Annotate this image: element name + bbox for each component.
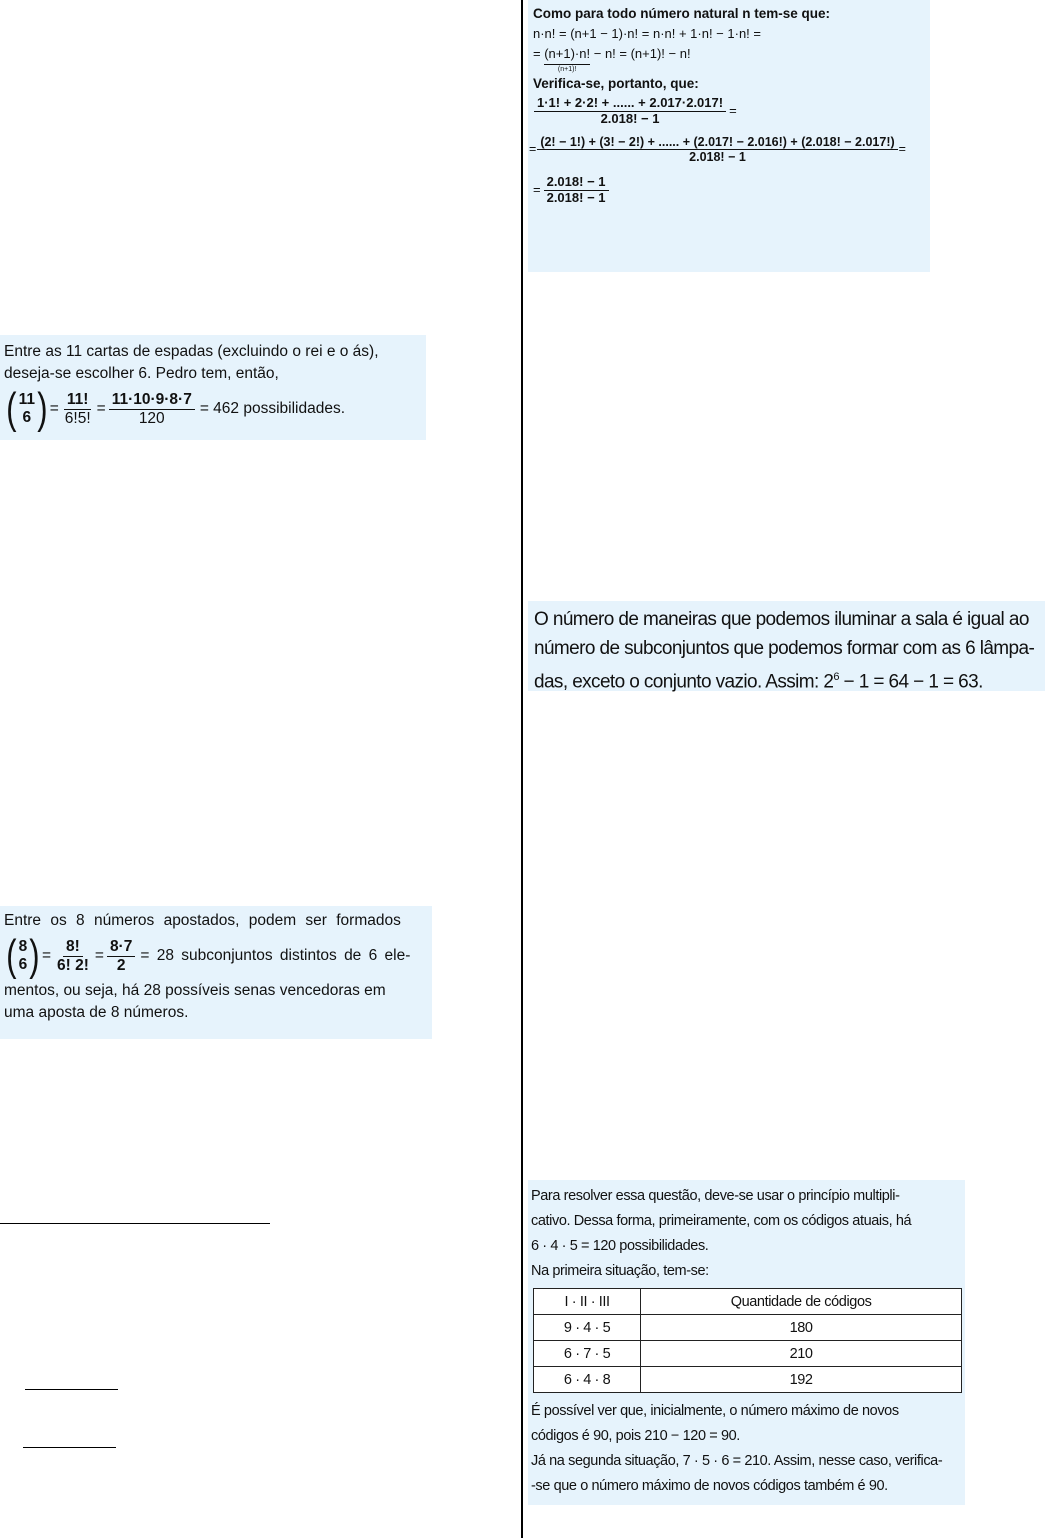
numbers-solution-box: [0, 906, 432, 1039]
binomial: ( 8 6 ): [6, 931, 40, 980]
cards-solution-box: [0, 335, 426, 440]
underbrace-label: (n+1)!: [557, 66, 577, 73]
codes-line-1: Para resolver essa questão, deve-se usar o princípio multipli-: [531, 1188, 900, 1204]
fraction-numerator: 11!: [64, 391, 92, 410]
lamps-solution-box: [528, 601, 1045, 691]
fraction-numerator: 1·1! + 2·2! + ...... + 2.017·2.017!: [534, 96, 726, 112]
codes-line-5: É possível ver que, inicialmente, o número máximo de novos: [531, 1403, 899, 1419]
fraction: [107, 938, 135, 975]
table-row: [534, 1315, 962, 1341]
equals-sign: =: [729, 102, 737, 118]
fraction: [544, 175, 609, 206]
binomial-bottom: 6: [18, 956, 28, 973]
binomial: ( 11 6 ): [6, 384, 48, 433]
binomial-top: 11: [18, 391, 36, 409]
table-header: I · II · III: [534, 1289, 641, 1315]
equals-sign: =: [533, 181, 541, 197]
fraction-numerator: 2.018! − 1: [544, 175, 609, 191]
eq2-prefix: =: [533, 46, 541, 61]
fraction: [534, 96, 726, 127]
binomial-top: 8: [18, 938, 28, 956]
table-header: Quantidade de códigos: [641, 1289, 962, 1315]
fraction-denominator: 2.018! − 1: [546, 189, 606, 205]
lamps-line-2: número de subconjuntos que podemos formar com as 6 lâmpa-: [534, 638, 1035, 659]
fraction: [54, 938, 92, 975]
lamps-line-3-text: das, exceto o conjunto vazio. Assim: 2: [534, 671, 834, 693]
cards-formula: [4, 384, 422, 433]
factorial-eq2: [533, 44, 925, 73]
factorial-solution-box: [528, 0, 930, 272]
codes-solution-box: [528, 1180, 965, 1505]
factorial-fraction-3: [533, 175, 925, 206]
lamps-line-1: O número de maneiras que podemos iluminar a sala é igual ao: [534, 609, 1029, 630]
equals-sign: =: [898, 142, 906, 157]
table-row: [534, 1367, 962, 1393]
underbrace-expression: (n+1)·n!: [544, 44, 590, 65]
factorial-intro: Como para todo número natural n tem-se que:: [533, 6, 831, 21]
table-row: [534, 1341, 962, 1367]
numbers-line-4: uma aposta de 8 números.: [4, 1004, 189, 1021]
fraction-denominator: 2.018! − 1: [600, 110, 660, 126]
fraction-denominator: 120: [138, 409, 165, 427]
equals-sign: =: [94, 947, 104, 964]
codes-line-3: 6 · 4 · 5 = 120 possibilidades.: [531, 1238, 709, 1254]
table-cell: 6 · 4 · 8: [534, 1367, 641, 1393]
numbers-formula: [4, 931, 428, 980]
factorial-eq1: n·n! = (n+1 − 1)·n! = n·n! + 1·n! − 1·n! =: [533, 26, 761, 41]
fraction-numerator: 11·10·9·8·7: [109, 391, 195, 410]
numbers-line-3: mentos, ou seja, há 28 possíveis senas vencedoras em: [4, 982, 386, 999]
lamps-exponent: 6: [833, 671, 839, 683]
binomial-bottom: 6: [22, 409, 32, 426]
factorial-fraction-2: [529, 135, 925, 165]
numbers-formula-tail: = 28 subconjuntos distintos de 6 ele-: [140, 947, 411, 964]
fraction-denominator: 6!5!: [64, 409, 91, 427]
codes-line-7: Já na segunda situação, 7 · 5 · 6 = 210. Assim, nesse caso, verifica-: [531, 1453, 943, 1469]
numbers-line-1: Entre os 8 números apostados, podem ser formados: [4, 912, 401, 929]
column-divider: [521, 0, 523, 1538]
fraction: [62, 391, 94, 428]
cards-line-2: deseja-se escolher 6. Pedro tem, então,: [4, 365, 279, 382]
equals-sign: =: [41, 947, 51, 964]
table-cell: 6 · 7 · 5: [534, 1341, 641, 1367]
lamps-line-3-result: − 1 = 64 − 1 = 63.: [838, 671, 983, 693]
eq2-suffix: − n! = (n+1)! − n!: [593, 46, 691, 61]
equals-sign: =: [96, 400, 106, 417]
table-cell: 192: [641, 1367, 962, 1393]
codes-line-2: cativo. Dessa forma, primeiramente, com os códigos atuais, há: [531, 1213, 912, 1229]
fraction-numerator: (2! − 1!) + (3! − 2!) + ...... + (2.017! − 2.016!) + (2.018! − 2.017!): [537, 135, 897, 150]
equals-sign: =: [49, 400, 59, 417]
horizontal-rule: [0, 1223, 270, 1224]
fraction-denominator: 2.018! − 1: [689, 150, 746, 165]
underbrace-term: [544, 44, 590, 74]
fraction: [537, 135, 897, 165]
codes-table: [533, 1288, 962, 1393]
codes-line-8: -se que o número máximo de novos códigos também é 90.: [531, 1478, 888, 1494]
horizontal-rule: [23, 1447, 116, 1448]
horizontal-rule: [25, 1389, 118, 1390]
fraction-denominator: 2: [116, 956, 126, 974]
codes-line-6: códigos é 90, pois 210 − 120 = 90.: [531, 1428, 740, 1444]
factorial-fraction-1: [531, 96, 925, 127]
fraction-numerator: 8!: [63, 938, 83, 957]
table-cell: 180: [641, 1315, 962, 1341]
cards-line-1: Entre as 11 cartas de espadas (excluindo o rei e o ás),: [4, 343, 379, 360]
fraction-numerator: 8·7: [107, 938, 135, 957]
lamps-line-3: [534, 663, 1039, 696]
table-cell: 9 · 4 · 5: [534, 1315, 641, 1341]
fraction-denominator: 6! 2!: [57, 956, 89, 974]
cards-result: = 462 possibilidades.: [199, 400, 346, 417]
fraction: [109, 391, 195, 428]
codes-line-4: Na primeira situação, tem-se:: [531, 1263, 709, 1279]
table-cell: 210: [641, 1341, 962, 1367]
table-header-row: [534, 1289, 962, 1315]
factorial-conclusion: Verifica-se, portanto, que:: [533, 76, 699, 91]
equals-sign: =: [529, 142, 537, 157]
